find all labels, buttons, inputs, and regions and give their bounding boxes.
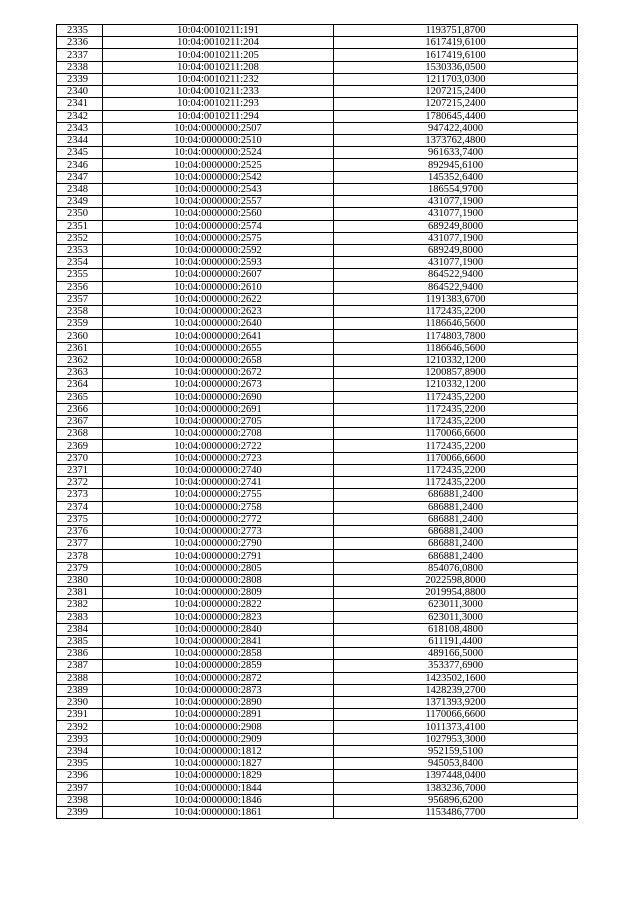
row-number-cell: 2359 bbox=[57, 318, 103, 330]
value-cell: 854076,0800 bbox=[334, 562, 578, 574]
value-cell: 892945,6100 bbox=[334, 159, 578, 171]
row-number-cell: 2385 bbox=[57, 635, 103, 647]
value-cell: 353377,6900 bbox=[334, 660, 578, 672]
value-cell: 1428239,2700 bbox=[334, 684, 578, 696]
row-number-cell: 2340 bbox=[57, 86, 103, 98]
table-row bbox=[57, 269, 578, 281]
row-number-cell: 2377 bbox=[57, 538, 103, 550]
cadastral-number-cell: 10:04:0000000:2510 bbox=[103, 134, 334, 146]
table-row bbox=[57, 367, 578, 379]
table-row bbox=[57, 758, 578, 770]
value-cell: 864522,9400 bbox=[334, 281, 578, 293]
table-row bbox=[57, 538, 578, 550]
value-cell: 1210332,1200 bbox=[334, 354, 578, 366]
table-row bbox=[57, 37, 578, 49]
row-number-cell: 2342 bbox=[57, 110, 103, 122]
value-cell: 1383236,7000 bbox=[334, 782, 578, 794]
value-cell: 1530336,0500 bbox=[334, 61, 578, 73]
cadastral-number-cell: 10:04:0000000:2640 bbox=[103, 318, 334, 330]
table-row bbox=[57, 721, 578, 733]
row-number-cell: 2346 bbox=[57, 159, 103, 171]
table-row bbox=[57, 49, 578, 61]
row-number-cell: 2399 bbox=[57, 807, 103, 819]
row-number-cell: 2363 bbox=[57, 367, 103, 379]
value-cell: 689249,8000 bbox=[334, 244, 578, 256]
table-row bbox=[57, 281, 578, 293]
value-cell: 431077,1900 bbox=[334, 232, 578, 244]
row-number-cell: 2390 bbox=[57, 697, 103, 709]
cadastral-number-cell: 10:04:0000000:2593 bbox=[103, 257, 334, 269]
table-row bbox=[57, 440, 578, 452]
row-number-cell: 2361 bbox=[57, 342, 103, 354]
row-number-cell: 2336 bbox=[57, 37, 103, 49]
value-cell: 618108,4800 bbox=[334, 623, 578, 635]
cadastral-number-cell: 10:04:0000000:1812 bbox=[103, 745, 334, 757]
table-row bbox=[57, 61, 578, 73]
row-number-cell: 2389 bbox=[57, 684, 103, 696]
row-number-cell: 2337 bbox=[57, 49, 103, 61]
cadastral-number-cell: 10:04:0000000:2525 bbox=[103, 159, 334, 171]
row-number-cell: 2381 bbox=[57, 587, 103, 599]
cadastral-number-cell: 10:04:0000000:2858 bbox=[103, 648, 334, 660]
cadastral-number-cell: 10:04:0010211:205 bbox=[103, 49, 334, 61]
value-cell: 431077,1900 bbox=[334, 208, 578, 220]
value-cell: 1200857,8900 bbox=[334, 367, 578, 379]
value-cell: 431077,1900 bbox=[334, 257, 578, 269]
cadastral-number-cell: 10:04:0000000:2543 bbox=[103, 183, 334, 195]
value-cell: 1191383,6700 bbox=[334, 293, 578, 305]
table-row bbox=[57, 196, 578, 208]
table-row bbox=[57, 122, 578, 134]
cadastral-number-cell: 10:04:0000000:2673 bbox=[103, 379, 334, 391]
row-number-cell: 2395 bbox=[57, 758, 103, 770]
value-cell: 952159,5100 bbox=[334, 745, 578, 757]
value-cell: 686881,2400 bbox=[334, 501, 578, 513]
table-row bbox=[57, 745, 578, 757]
value-cell: 1780645,4400 bbox=[334, 110, 578, 122]
row-number-cell: 2396 bbox=[57, 770, 103, 782]
cadastral-number-cell: 10:04:0000000:2823 bbox=[103, 611, 334, 623]
table-row bbox=[57, 587, 578, 599]
row-number-cell: 2370 bbox=[57, 452, 103, 464]
row-number-cell: 2335 bbox=[57, 25, 103, 37]
cadastral-number-cell: 10:04:0000000:2872 bbox=[103, 672, 334, 684]
value-cell: 1170066,6600 bbox=[334, 428, 578, 440]
table-row bbox=[57, 293, 578, 305]
row-number-cell: 2344 bbox=[57, 134, 103, 146]
table-row bbox=[57, 525, 578, 537]
value-cell: 145352,6400 bbox=[334, 171, 578, 183]
value-cell: 1371393,9200 bbox=[334, 697, 578, 709]
value-cell: 945053,8400 bbox=[334, 758, 578, 770]
row-number-cell: 2341 bbox=[57, 98, 103, 110]
value-cell: 686881,2400 bbox=[334, 538, 578, 550]
cadastral-number-cell: 10:04:0000000:2808 bbox=[103, 574, 334, 586]
table-row bbox=[57, 171, 578, 183]
table-row bbox=[57, 354, 578, 366]
row-number-cell: 2358 bbox=[57, 306, 103, 318]
value-cell: 956896,6200 bbox=[334, 794, 578, 806]
table-row bbox=[57, 134, 578, 146]
value-cell: 489166,5000 bbox=[334, 648, 578, 660]
cadastral-number-cell: 10:04:0000000:2574 bbox=[103, 220, 334, 232]
value-cell: 947422,4000 bbox=[334, 122, 578, 134]
row-number-cell: 2349 bbox=[57, 196, 103, 208]
cadastral-number-cell: 10:04:0000000:2741 bbox=[103, 477, 334, 489]
row-number-cell: 2365 bbox=[57, 391, 103, 403]
row-number-cell: 2398 bbox=[57, 794, 103, 806]
row-number-cell: 2364 bbox=[57, 379, 103, 391]
value-cell: 1172435,2200 bbox=[334, 403, 578, 415]
table-row bbox=[57, 391, 578, 403]
table-row bbox=[57, 416, 578, 428]
table-row bbox=[57, 489, 578, 501]
row-number-cell: 2376 bbox=[57, 525, 103, 537]
value-cell: 623011,3000 bbox=[334, 611, 578, 623]
table-row bbox=[57, 318, 578, 330]
value-cell: 1193751,8700 bbox=[334, 25, 578, 37]
table-row bbox=[57, 782, 578, 794]
cadastral-number-cell: 10:04:0000000:2773 bbox=[103, 525, 334, 537]
value-cell: 1170066,6600 bbox=[334, 452, 578, 464]
row-number-cell: 2356 bbox=[57, 281, 103, 293]
table-row bbox=[57, 98, 578, 110]
cadastral-number-cell: 10:04:0000000:2722 bbox=[103, 440, 334, 452]
cadastral-number-cell: 10:04:0000000:1827 bbox=[103, 758, 334, 770]
cadastral-number-cell: 10:04:0000000:1844 bbox=[103, 782, 334, 794]
value-cell: 689249,8000 bbox=[334, 220, 578, 232]
value-cell: 1172435,2200 bbox=[334, 440, 578, 452]
row-number-cell: 2386 bbox=[57, 648, 103, 660]
table-row bbox=[57, 477, 578, 489]
cadastral-number-cell: 10:04:0000000:2641 bbox=[103, 330, 334, 342]
table-row bbox=[57, 733, 578, 745]
value-cell: 2019954,8800 bbox=[334, 587, 578, 599]
cadastral-number-cell: 10:04:0000000:2873 bbox=[103, 684, 334, 696]
cadastral-number-cell: 10:04:0000000:2822 bbox=[103, 599, 334, 611]
cadastral-number-cell: 10:04:0000000:2740 bbox=[103, 464, 334, 476]
cadastral-number-cell: 10:04:0000000:1846 bbox=[103, 794, 334, 806]
table-row bbox=[57, 232, 578, 244]
cadastral-number-cell: 10:04:0000000:2708 bbox=[103, 428, 334, 440]
value-cell: 1617419,6100 bbox=[334, 49, 578, 61]
cadastral-number-cell: 10:04:0010211:191 bbox=[103, 25, 334, 37]
cadastral-number-cell: 10:04:0000000:2622 bbox=[103, 293, 334, 305]
row-number-cell: 2338 bbox=[57, 61, 103, 73]
cadastral-number-cell: 10:04:0000000:2690 bbox=[103, 391, 334, 403]
row-number-cell: 2339 bbox=[57, 73, 103, 85]
value-cell: 1397448,0400 bbox=[334, 770, 578, 782]
cadastral-number-cell: 10:04:0000000:2607 bbox=[103, 269, 334, 281]
row-number-cell: 2353 bbox=[57, 244, 103, 256]
table-row bbox=[57, 73, 578, 85]
cadastral-number-cell: 10:04:0010211:233 bbox=[103, 86, 334, 98]
row-number-cell: 2373 bbox=[57, 489, 103, 501]
cadastral-number-cell: 10:04:0000000:2890 bbox=[103, 697, 334, 709]
cadastral-number-cell: 10:04:0000000:2524 bbox=[103, 147, 334, 159]
cadastral-number-cell: 10:04:0000000:2859 bbox=[103, 660, 334, 672]
cadastral-number-cell: 10:04:0000000:2791 bbox=[103, 550, 334, 562]
row-number-cell: 2388 bbox=[57, 672, 103, 684]
row-number-cell: 2360 bbox=[57, 330, 103, 342]
value-cell: 623011,3000 bbox=[334, 599, 578, 611]
value-cell: 1186646,5600 bbox=[334, 318, 578, 330]
row-number-cell: 2397 bbox=[57, 782, 103, 794]
cadastral-number-cell: 10:04:0000000:2623 bbox=[103, 306, 334, 318]
value-cell: 1207215,2400 bbox=[334, 98, 578, 110]
cadastral-value-table bbox=[56, 24, 578, 819]
value-cell: 1172435,2200 bbox=[334, 391, 578, 403]
cadastral-number-cell: 10:04:0010211:294 bbox=[103, 110, 334, 122]
table-row bbox=[57, 807, 578, 819]
cadastral-number-cell: 10:04:0000000:2672 bbox=[103, 367, 334, 379]
table-row bbox=[57, 697, 578, 709]
cadastral-number-cell: 10:04:0010211:232 bbox=[103, 73, 334, 85]
value-cell: 1172435,2200 bbox=[334, 416, 578, 428]
row-number-cell: 2392 bbox=[57, 721, 103, 733]
table-row bbox=[57, 513, 578, 525]
row-number-cell: 2362 bbox=[57, 354, 103, 366]
cadastral-number-cell: 10:04:0000000:2908 bbox=[103, 721, 334, 733]
cadastral-number-cell: 10:04:0000000:2891 bbox=[103, 709, 334, 721]
table-row bbox=[57, 330, 578, 342]
row-number-cell: 2394 bbox=[57, 745, 103, 757]
row-number-cell: 2379 bbox=[57, 562, 103, 574]
row-number-cell: 2384 bbox=[57, 623, 103, 635]
value-cell: 686881,2400 bbox=[334, 513, 578, 525]
cadastral-number-cell: 10:04:0010211:208 bbox=[103, 61, 334, 73]
cadastral-number-cell: 10:04:0000000:2560 bbox=[103, 208, 334, 220]
value-cell: 1153486,7700 bbox=[334, 807, 578, 819]
table-row bbox=[57, 110, 578, 122]
value-cell: 686881,2400 bbox=[334, 525, 578, 537]
row-number-cell: 2387 bbox=[57, 660, 103, 672]
row-number-cell: 2382 bbox=[57, 599, 103, 611]
cadastral-number-cell: 10:04:0010211:293 bbox=[103, 98, 334, 110]
value-cell: 961633,7400 bbox=[334, 147, 578, 159]
row-number-cell: 2347 bbox=[57, 171, 103, 183]
value-cell: 1172435,2200 bbox=[334, 464, 578, 476]
table-row bbox=[57, 183, 578, 195]
table-row bbox=[57, 574, 578, 586]
cadastral-number-cell: 10:04:0000000:2610 bbox=[103, 281, 334, 293]
table-row bbox=[57, 660, 578, 672]
table-row bbox=[57, 599, 578, 611]
value-cell: 864522,9400 bbox=[334, 269, 578, 281]
table-row bbox=[57, 244, 578, 256]
value-cell: 1207215,2400 bbox=[334, 86, 578, 98]
value-cell: 1211703,0300 bbox=[334, 73, 578, 85]
table-row bbox=[57, 208, 578, 220]
value-cell: 186554,9700 bbox=[334, 183, 578, 195]
table-row bbox=[57, 452, 578, 464]
row-number-cell: 2355 bbox=[57, 269, 103, 281]
row-number-cell: 2369 bbox=[57, 440, 103, 452]
cadastral-number-cell: 10:04:0000000:2758 bbox=[103, 501, 334, 513]
value-cell: 2022598,8000 bbox=[334, 574, 578, 586]
cadastral-number-cell: 10:04:0000000:2840 bbox=[103, 623, 334, 635]
row-number-cell: 2343 bbox=[57, 122, 103, 134]
cadastral-number-cell: 10:04:0000000:2809 bbox=[103, 587, 334, 599]
value-cell: 1170066,6600 bbox=[334, 709, 578, 721]
value-cell: 1617419,6100 bbox=[334, 37, 578, 49]
cadastral-number-cell: 10:04:0000000:2658 bbox=[103, 354, 334, 366]
value-cell: 686881,2400 bbox=[334, 550, 578, 562]
table-row bbox=[57, 684, 578, 696]
cadastral-number-cell: 10:04:0000000:2691 bbox=[103, 403, 334, 415]
table-body bbox=[57, 25, 578, 819]
cadastral-number-cell: 10:04:0000000:2592 bbox=[103, 244, 334, 256]
cadastral-number-cell: 10:04:0000000:1829 bbox=[103, 770, 334, 782]
row-number-cell: 2375 bbox=[57, 513, 103, 525]
value-cell: 1174803,7800 bbox=[334, 330, 578, 342]
table-row bbox=[57, 86, 578, 98]
cadastral-number-cell: 10:04:0010211:204 bbox=[103, 37, 334, 49]
table-row bbox=[57, 562, 578, 574]
row-number-cell: 2348 bbox=[57, 183, 103, 195]
table-row bbox=[57, 428, 578, 440]
row-number-cell: 2367 bbox=[57, 416, 103, 428]
row-number-cell: 2374 bbox=[57, 501, 103, 513]
table-row bbox=[57, 501, 578, 513]
table-row bbox=[57, 342, 578, 354]
value-cell: 1186646,5600 bbox=[334, 342, 578, 354]
value-cell: 1172435,2200 bbox=[334, 306, 578, 318]
cadastral-number-cell: 10:04:0000000:2575 bbox=[103, 232, 334, 244]
table-row bbox=[57, 257, 578, 269]
value-cell: 611191,4400 bbox=[334, 635, 578, 647]
table-row bbox=[57, 464, 578, 476]
table-row bbox=[57, 648, 578, 660]
row-number-cell: 2352 bbox=[57, 232, 103, 244]
cadastral-number-cell: 10:04:0000000:2841 bbox=[103, 635, 334, 647]
table-row bbox=[57, 611, 578, 623]
value-cell: 1011373,4100 bbox=[334, 721, 578, 733]
table-row bbox=[57, 672, 578, 684]
row-number-cell: 2354 bbox=[57, 257, 103, 269]
cadastral-number-cell: 10:04:0000000:2655 bbox=[103, 342, 334, 354]
cadastral-number-cell: 10:04:0000000:2790 bbox=[103, 538, 334, 550]
cadastral-number-cell: 10:04:0000000:2805 bbox=[103, 562, 334, 574]
cadastral-number-cell: 10:04:0000000:2507 bbox=[103, 122, 334, 134]
table-row bbox=[57, 550, 578, 562]
row-number-cell: 2345 bbox=[57, 147, 103, 159]
row-number-cell: 2371 bbox=[57, 464, 103, 476]
row-number-cell: 2391 bbox=[57, 709, 103, 721]
cadastral-number-cell: 10:04:0000000:2772 bbox=[103, 513, 334, 525]
row-number-cell: 2366 bbox=[57, 403, 103, 415]
value-cell: 686881,2400 bbox=[334, 489, 578, 501]
table-row bbox=[57, 623, 578, 635]
row-number-cell: 2357 bbox=[57, 293, 103, 305]
table-row bbox=[57, 147, 578, 159]
value-cell: 1210332,1200 bbox=[334, 379, 578, 391]
row-number-cell: 2393 bbox=[57, 733, 103, 745]
table-row bbox=[57, 159, 578, 171]
table-row bbox=[57, 635, 578, 647]
table-row bbox=[57, 220, 578, 232]
table-row bbox=[57, 306, 578, 318]
cadastral-number-cell: 10:04:0000000:2755 bbox=[103, 489, 334, 501]
cadastral-number-cell: 10:04:0000000:2723 bbox=[103, 452, 334, 464]
table-row bbox=[57, 770, 578, 782]
row-number-cell: 2380 bbox=[57, 574, 103, 586]
cadastral-number-cell: 10:04:0000000:2909 bbox=[103, 733, 334, 745]
cadastral-number-cell: 10:04:0000000:2557 bbox=[103, 196, 334, 208]
table-row bbox=[57, 403, 578, 415]
row-number-cell: 2378 bbox=[57, 550, 103, 562]
value-cell: 1172435,2200 bbox=[334, 477, 578, 489]
row-number-cell: 2351 bbox=[57, 220, 103, 232]
cadastral-number-cell: 10:04:0000000:2705 bbox=[103, 416, 334, 428]
row-number-cell: 2368 bbox=[57, 428, 103, 440]
value-cell: 1027953,3000 bbox=[334, 733, 578, 745]
value-cell: 431077,1900 bbox=[334, 196, 578, 208]
row-number-cell: 2372 bbox=[57, 477, 103, 489]
table-row bbox=[57, 794, 578, 806]
table-row bbox=[57, 379, 578, 391]
cadastral-number-cell: 10:04:0000000:1861 bbox=[103, 807, 334, 819]
row-number-cell: 2350 bbox=[57, 208, 103, 220]
value-cell: 1423502,1600 bbox=[334, 672, 578, 684]
table-row bbox=[57, 25, 578, 37]
table-row bbox=[57, 709, 578, 721]
row-number-cell: 2383 bbox=[57, 611, 103, 623]
value-cell: 1373762,4800 bbox=[334, 134, 578, 146]
cadastral-number-cell: 10:04:0000000:2542 bbox=[103, 171, 334, 183]
